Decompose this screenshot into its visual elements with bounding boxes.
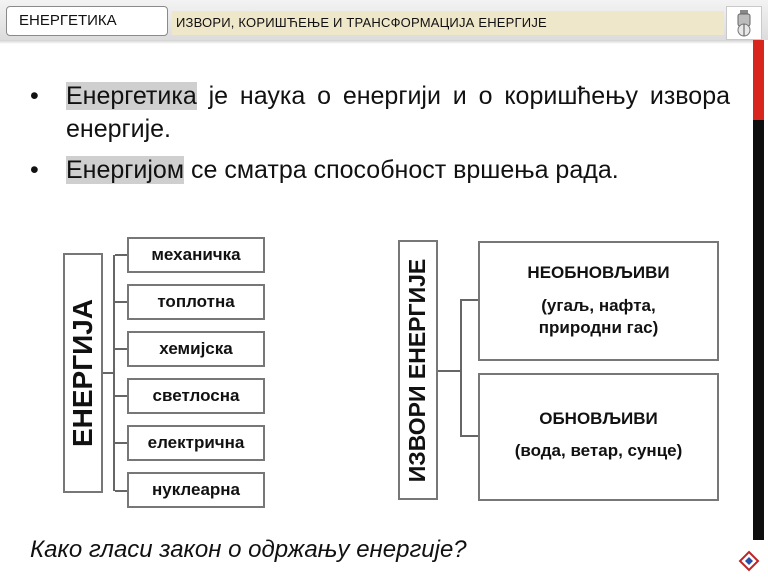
connector xyxy=(103,372,113,374)
connector xyxy=(115,395,127,397)
slide-title: ИЗВОРИ, КОРИШЋЕЊЕ И ТРАНСФОРМАЦИЈА ЕНЕРГИЈЕ xyxy=(176,15,547,30)
bullet-text: је наука о енергији и о коришћењу извора енергије. xyxy=(66,82,730,143)
connector xyxy=(460,435,478,437)
bullet-term: Енергетика xyxy=(66,82,197,110)
side-accent-red xyxy=(753,40,764,120)
header-shadow xyxy=(0,40,753,44)
connector xyxy=(115,442,127,444)
energy-type-box: хемијска xyxy=(127,331,265,367)
nav-logo-icon[interactable] xyxy=(738,550,760,572)
connector xyxy=(115,348,127,350)
nonrenewable-box xyxy=(478,241,719,361)
energy-root-box xyxy=(63,253,103,493)
energy-type-box: светлосна xyxy=(127,378,265,414)
bullet-item: • Енергијом се сматра способност вршења рада. xyxy=(30,156,619,184)
sources-root-label: ИЗВОРИ ЕНЕРГИЈЕ xyxy=(404,258,431,482)
sources-root-box xyxy=(398,240,438,500)
energy-type-box: механичка xyxy=(127,237,265,273)
logo xyxy=(726,6,762,40)
connector xyxy=(113,255,115,491)
bullet-item: • Енергетика је наука о енергији и о коришћењу извора енергије. xyxy=(30,82,730,143)
bullet-list xyxy=(30,80,730,195)
connector xyxy=(460,299,478,301)
connector xyxy=(115,301,127,303)
side-accent-dark xyxy=(753,120,764,540)
energy-root-label: ЕНЕРГИЈА xyxy=(67,298,99,448)
renewable-examples: (вода, ветар, сунце) xyxy=(514,441,683,460)
renewable-title: ОБНОВЉИВИ xyxy=(539,409,658,428)
renewable-box xyxy=(478,373,719,501)
lightbulb-plug-icon xyxy=(727,7,761,39)
nonrenewable-examples: (угаљ, нафта, природни гас) xyxy=(538,296,659,337)
energy-type-box: електрична xyxy=(127,425,265,461)
connector xyxy=(115,490,127,492)
connector xyxy=(115,254,127,256)
question-text: Како гласи закон о одржању енергије? xyxy=(30,536,467,563)
nonrenewable-title: НЕОБНОВЉИВИ xyxy=(527,263,670,282)
energy-type-box: нуклеарна xyxy=(127,472,265,508)
connector xyxy=(438,370,460,372)
bullet-term: Енергијом xyxy=(66,156,185,184)
section-tab[interactable]: ЕНЕРГЕТИКА xyxy=(6,6,168,36)
bullet-text: се сматра способност вршења рада. xyxy=(184,156,619,184)
energy-type-box: топлотна xyxy=(127,284,265,320)
connector xyxy=(460,299,462,437)
